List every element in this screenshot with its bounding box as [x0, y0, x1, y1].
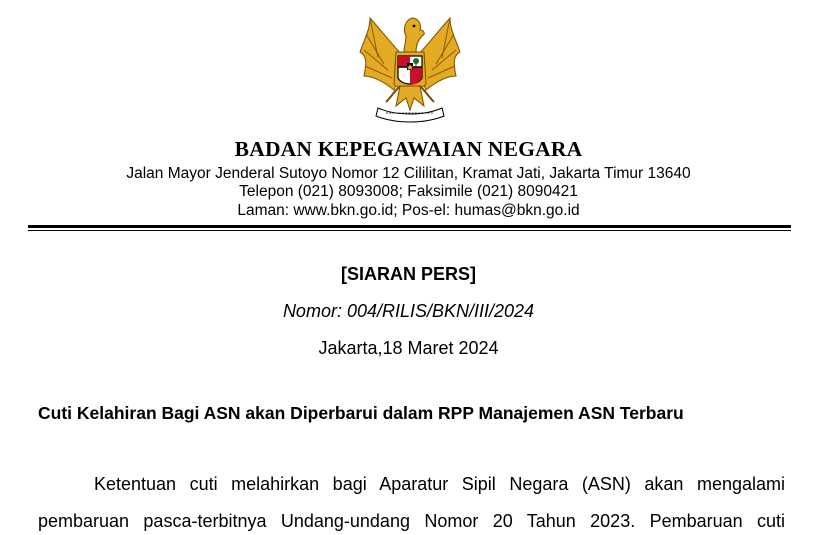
release-number: Nomor: 004/RILIS/BKN/III/2024 [282, 301, 535, 321]
release-place-date: Jakarta,18 Maret 2024 [318, 338, 499, 358]
agency-web-email: Laman: www.bkn.go.id; Pos-el: humas@bkn.go.id [237, 202, 580, 219]
paragraph-line: pembaruan pasca-terbitnya Undang-undang Nomor 20 Tahun 2023. Pembaruan cuti [38, 511, 785, 531]
agency-name: BADAN KEPEGAWAIAN NEGARA [234, 137, 583, 161]
press-release-label: [SIARAN PERS] [340, 264, 476, 284]
letterhead-divider-thick [28, 225, 791, 228]
agency-phone-fax: Telepon (021) 8093008; Faksimile (021) 8090421 [239, 183, 578, 200]
article-headline: Cuti Kelahiran Bagi ASN akan Diperbarui dalam RPP Manajemen ASN Terbaru [38, 403, 684, 423]
garuda-pancasila-emblem [356, 6, 464, 124]
letterhead-divider-thin [28, 230, 791, 231]
agency-address: Jalan Mayor Jenderal Sutoyo Nomor 12 Cililitan, Kramat Jati, Jakarta Timur 13640 [126, 165, 691, 182]
paragraph-line: Ketentuan cuti melahirkan bagi Aparatur Sipil Negara (ASN) akan mengalami [94, 474, 785, 494]
